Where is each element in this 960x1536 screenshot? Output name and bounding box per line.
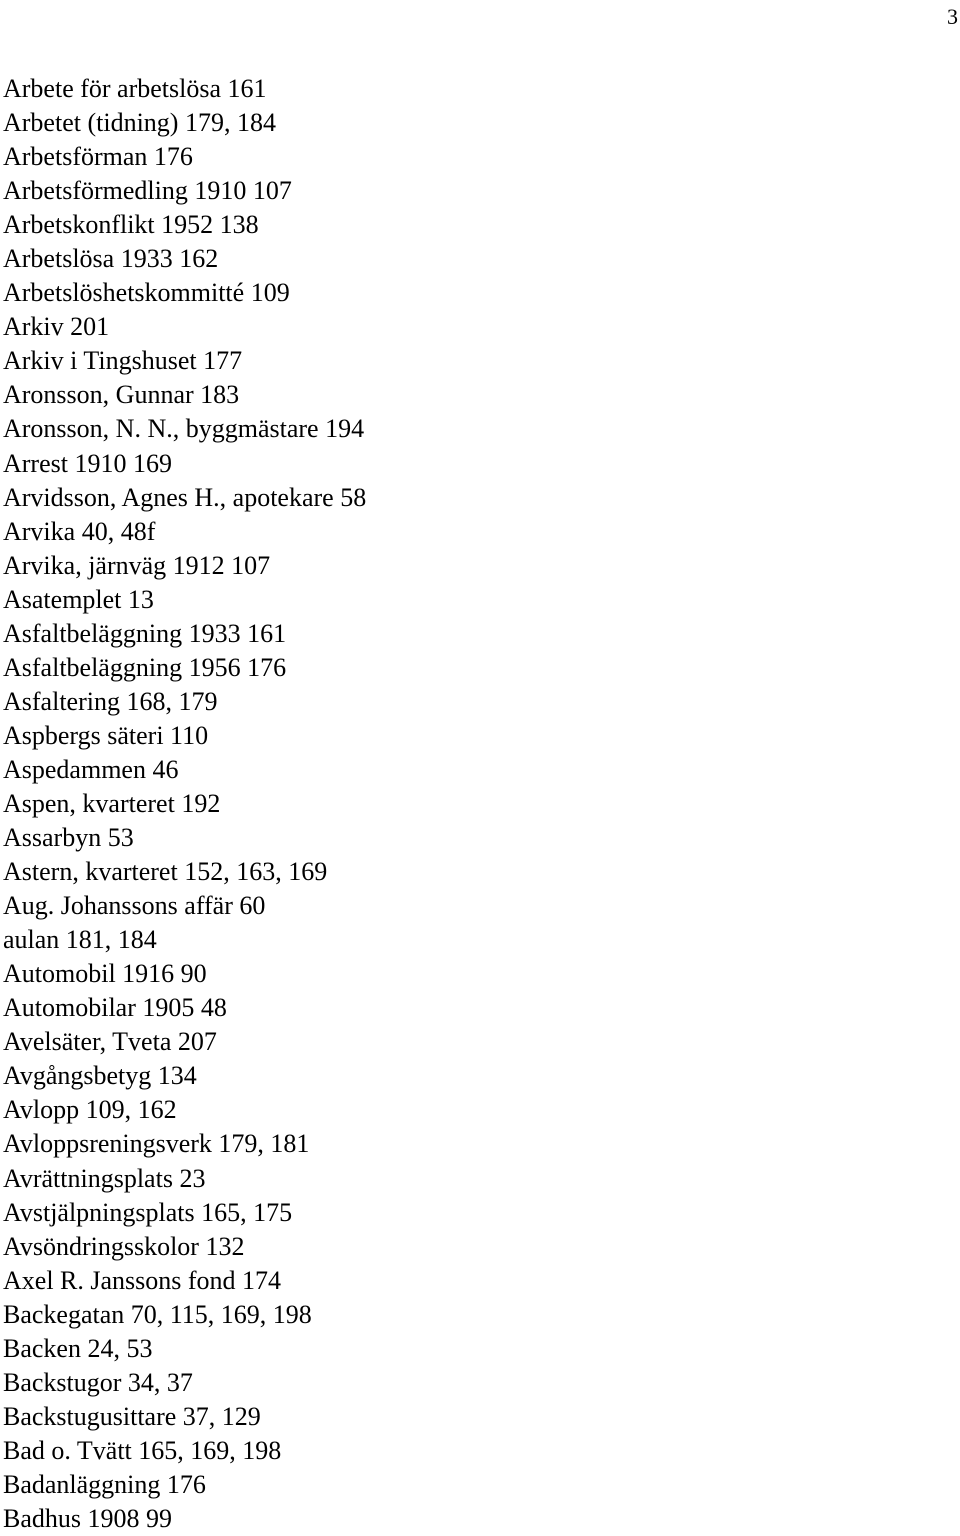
index-entry: Automobilar 1905 48 <box>3 993 227 1023</box>
index-entry: Aronsson, N. N., byggmästare 194 <box>3 414 365 444</box>
index-entry: Bad o. Tvätt 165, 169, 198 <box>3 1435 282 1465</box>
index-entry: Badhus 1908 99 <box>3 1503 172 1533</box>
index-entry: Asfaltbeläggning 1956 176 <box>3 652 287 682</box>
index-entry: Aspedammen 46 <box>3 754 179 784</box>
index-entry: Backstugor 34, 37 <box>3 1367 193 1397</box>
index-entry: Aronsson, Gunnar 183 <box>3 380 240 410</box>
index-entry: Asfaltbeläggning 1933 161 <box>3 618 287 648</box>
index-entry: Arkiv 201 <box>3 312 110 342</box>
index-entry: Avgångsbetyg 134 <box>3 1061 197 1091</box>
index-entry: Backen 24, 53 <box>3 1333 153 1363</box>
index-entry: Avelsäter, Tveta 207 <box>3 1027 217 1057</box>
index-entry: Badanläggning 176 <box>3 1469 206 1499</box>
index-entry: Arvika, järnväg 1912 107 <box>3 550 271 580</box>
index-entry: Avloppsreningsverk 179, 181 <box>3 1129 310 1159</box>
index-entry: Avlopp 109, 162 <box>3 1095 177 1125</box>
index-entry: Avsöndringsskolor 132 <box>3 1231 245 1261</box>
index-entry: Arvika 40, 48f <box>3 516 156 546</box>
index-entry: Asatemplet 13 <box>3 584 154 614</box>
index-entry: Arvidsson, Agnes H., apotekare 58 <box>3 482 367 512</box>
index-entry: Arbetslösa 1933 162 <box>3 244 219 274</box>
index-entry: Arbetet (tidning) 179, 184 <box>3 108 276 138</box>
page-number: 3 <box>947 4 958 29</box>
index-entry: Arrest 1910 169 <box>3 448 172 478</box>
index-entry: Avrättningsplats 23 <box>3 1163 206 1193</box>
index-entry: Avstjälpningsplats 165, 175 <box>3 1197 293 1227</box>
index-entry: Asfaltering 168, 179 <box>3 686 218 716</box>
index-entry: Arkiv i Tingshuset 177 <box>3 346 243 376</box>
index-entry: Arbetsförmedling 1910 107 <box>3 176 292 206</box>
index-entry: Automobil 1916 90 <box>3 959 207 989</box>
index-entry: Arbetsförman 176 <box>3 142 193 172</box>
index-entry: Aug. Johanssons affär 60 <box>3 891 266 921</box>
index-entry: Arbetslöshetskommitté 109 <box>3 278 290 308</box>
index-entry: Backegatan 70, 115, 169, 198 <box>3 1299 312 1329</box>
index-entry: Arbetskonflikt 1952 138 <box>3 210 259 240</box>
index-entry: Astern, kvarteret 152, 163, 169 <box>3 857 328 887</box>
index-entry: Backstugusittare 37, 129 <box>3 1401 261 1431</box>
index-entry: Assarbyn 53 <box>3 823 134 853</box>
index-entry: Aspbergs säteri 110 <box>3 720 209 750</box>
index-entry: Arbete för arbetslösa 161 <box>3 74 267 103</box>
index-entry: Axel R. Janssons fond 174 <box>3 1265 282 1295</box>
index-entry: aulan 181, 184 <box>3 925 157 955</box>
index-entry: Aspen, kvarteret 192 <box>3 788 221 818</box>
index-list <box>3 72 366 1536</box>
